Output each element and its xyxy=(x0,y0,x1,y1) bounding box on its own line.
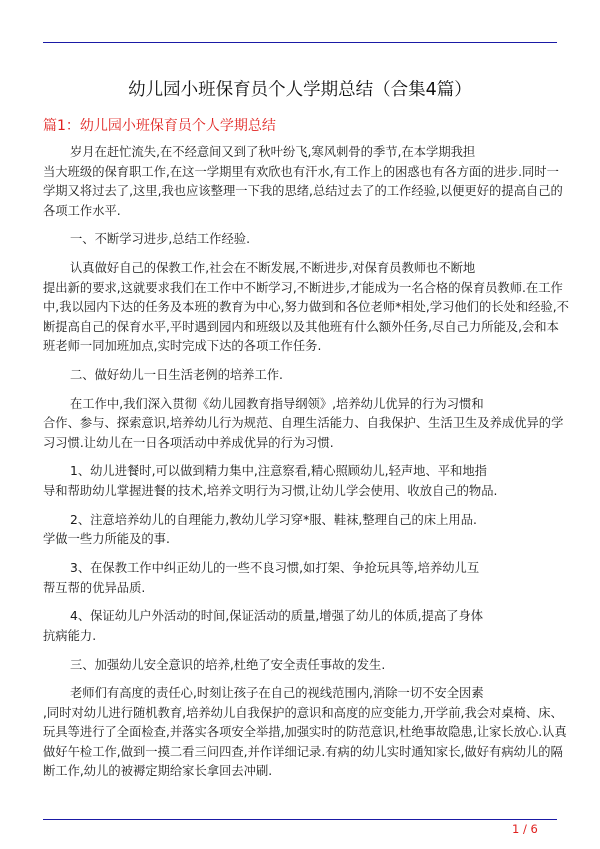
text-line: 导和帮助幼儿掌握进餐的技术,培养文明行为习惯,让幼儿学会使用、收放自己的物品. xyxy=(43,483,498,498)
text-line: ,同时对幼儿进行随机教育,培养幼儿自我保护的意识和高度的应变能力,开学前,我会对桌椅、床、 xyxy=(43,705,563,720)
paragraph xyxy=(43,395,564,454)
paragraph xyxy=(43,462,548,501)
footer-rule xyxy=(43,819,557,820)
text-line: 老师们有高度的责任心,时刻让孩子在自己的视线范围内,消除一切不安全因素 xyxy=(70,686,484,701)
paragraph xyxy=(43,259,569,357)
text-line: 当大班级的保育职工作,在这一学期里有欢欣也有汗水,有工作上的困惑也有各方面的进步.同时一 xyxy=(43,164,559,179)
text-line: 二、做好幼儿一日生活老例的培养工作. xyxy=(70,367,283,382)
text-line: 中,我以园内下达的任务及本班的教育为中心,努力做到和各位老师*相处,学习他们的长处和经验,不 xyxy=(43,300,569,315)
paragraph xyxy=(43,143,563,221)
text-line: 认真做好自己的保教工作,社会在不断发展,不断进步,对保育员教师也不断地 xyxy=(70,261,476,276)
text-line: 岁月在赶忙流失,在不经意间又到了秋叶纷飞,寒风刺骨的季节,在本学期我担 xyxy=(70,145,476,159)
text-line: 帮互帮的优异品质. xyxy=(43,580,146,595)
text-line: 1、幼儿进餐时,可以做到精力集中,注意察看,精心照顾幼儿,轻声地、平和地指 xyxy=(70,464,487,479)
paragraph xyxy=(43,684,567,782)
text-line: 玩具等进行了全面检查,并落实各项安全举措,加强实时的防范意识,杜绝事故隐患,让家长放心.认真 xyxy=(43,725,567,740)
document-body xyxy=(43,143,569,791)
text-line: 合作、参与、探索意识,培养幼儿行为规范、自理生活能力、自我保护、生活卫生及养成优异的学 xyxy=(43,416,564,431)
text-line: 各项工作水平. xyxy=(43,203,121,218)
text-line: 做好午检工作,做到一摸二看三问四查,并作详细记录.有病的幼儿实时通知家长,做好有病幼儿的隔 xyxy=(43,744,563,759)
text-line: 学做一些力所能及的事. xyxy=(43,532,170,547)
text-line: 4、保证幼儿户外活动的时间,保证活动的质量,增强了幼儿的体质,提高了身体 xyxy=(70,609,484,624)
section-heading: 篇1：幼儿园小班保育员个人学期总结 xyxy=(43,118,276,134)
paragraph xyxy=(43,511,548,550)
text-line: 提出新的要求,这就要求我们在工作中不断学习,不断进步,才能成为一名合格的保育员教师.在工作 xyxy=(43,280,563,295)
text-line: 断工作,幼儿的被褥定期给家长拿回去冲刷. xyxy=(43,764,273,779)
text-line: 班老师一同加班加点,实时完成下达的各项工作任务. xyxy=(43,339,322,354)
paragraph xyxy=(43,230,548,250)
text-line: 学期又将过去了,这里,我也应该整理一下我的思绪,总结过去了的工作经验,以便更好的提高自己的 xyxy=(43,184,563,198)
text-line: 习习惯.让幼儿在一日各项活动中养成优异的行为习惯. xyxy=(43,435,334,450)
text-line: 在工作中,我们深入贯彻《幼儿园教育指导纲领》,培养幼儿优异的行为习惯和 xyxy=(70,396,484,411)
paragraph xyxy=(43,607,548,646)
paragraph xyxy=(43,559,548,598)
text-line: 3、在保教工作中纠正幼儿的一些不良习惯,如打架、争抢玩具等,培养幼儿互 xyxy=(70,561,480,576)
text-line: 抗病能力. xyxy=(43,628,97,643)
text-line: 断提高自己的保育水平,平时遇到园内和班级以及其他班有什么额外任务,尽自己力所能及,会和本 xyxy=(43,319,559,334)
document-title: 幼儿园小班保育员个人学期总结（合集4篇） xyxy=(128,80,472,100)
header-rule xyxy=(43,42,557,43)
page-indicator: 1 / 6 xyxy=(512,822,538,836)
text-line: 三、加强幼儿安全意识的培养,杜绝了安全责任事故的发生. xyxy=(70,657,386,672)
paragraph xyxy=(43,366,548,386)
text-line: 一、不断学习进步,总结工作经验. xyxy=(70,232,250,247)
paragraph xyxy=(43,656,548,676)
text-line: 2、注意培养幼儿的自理能力,教幼儿学习穿*服、鞋袜,整理自己的床上用品. xyxy=(70,512,477,527)
